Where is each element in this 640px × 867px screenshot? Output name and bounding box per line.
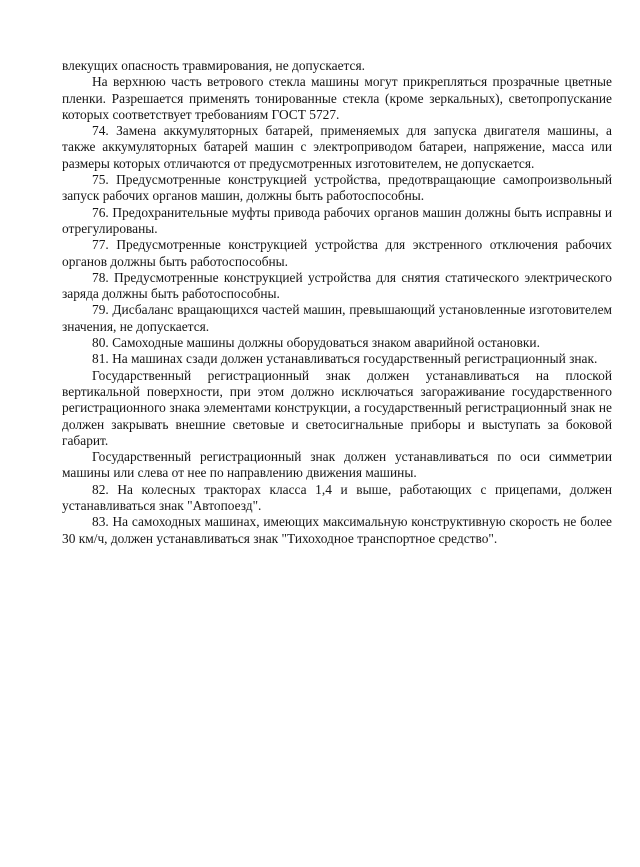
paragraph-77-emergency-shutdown: 77. Предусмотренные конструкцией устройства для экстренного отключения рабочих органов должны быть работоспособны. xyxy=(62,237,612,269)
paragraph-83-slow-vehicle-sign: 83. На самоходных машинах, имеющих максимальную конструктивную скорость не более 30 км/ч, должен устанавливаться знак "Тихоходное транспортное средство". xyxy=(62,514,612,546)
paragraph-78-static-charge: 78. Предусмотренные конструкцией устройства для снятия статического электрического заряда должны быть работоспособны. xyxy=(62,269,612,302)
paragraph-plate-mounting: Государственный регистрационный знак должен устанавливаться на плоской вертикальной поверхности, при этом должно исключаться загораживание государственного регистрационного знака элементами конструкции, а государственный регистрационный знак не должен закрывать внешние световые и светосигнальные приборы и выступать за боковой габарит. xyxy=(62,367,612,448)
paragraph-82-road-train-sign: 82. На колесных тракторах класса 1,4 и выше, работающих с прицепами, должен устанавливаться знак "Автопоезд". xyxy=(62,481,612,514)
paragraph-75-start-prevention: 75. Предусмотренные конструкцией устройства, предотвращающие самопроизвольный запуск рабочих органов машин, должны быть работоспособны. xyxy=(62,172,612,204)
paragraph-76-safety-couplings: 76. Предохранительные муфты привода рабочих органов машин должны быть исправны и отрегулированы. xyxy=(62,204,612,236)
paragraph-80-warning-sign: 80. Самоходные машины должны оборудоваться знаком аварийной остановки. xyxy=(92,335,540,351)
document-text-body xyxy=(62,58,612,547)
paragraph-windshield-films: На верхнюю часть ветрового стекла машины могут прикрепляться прозрачные цветные пленки. Разрешается применять тонированные стекла (кроме зеркальных), светопропускание которых соответствует требованиям ГОСТ 5727. xyxy=(62,74,612,122)
paragraph-81-license-plate: 81. На машинах сзади должен устанавливаться государственный регистрационный знак. xyxy=(92,351,598,367)
paragraph-plate-position: Государственный регистрационный знак должен устанавливаться по оси симметрии машины или слева от нее по направлению движения машины. xyxy=(62,449,612,481)
paragraph-74-batteries: 74. Замена аккумуляторных батарей, применяемых для запуска двигателя машины, а также аккумуляторных батарей машин с электроприводом батареи, напряжение, масса или размеры которых отличаются от предусмотренных изготовителем, не допускается. xyxy=(62,123,612,171)
paragraph-79-imbalance: 79. Дисбаланс вращающихся частей машин, превышающий установленные изготовителем значения, не допускается. xyxy=(62,302,612,334)
paragraph-continuation: влекущих опасность травмирования, не допускается. xyxy=(62,58,365,73)
